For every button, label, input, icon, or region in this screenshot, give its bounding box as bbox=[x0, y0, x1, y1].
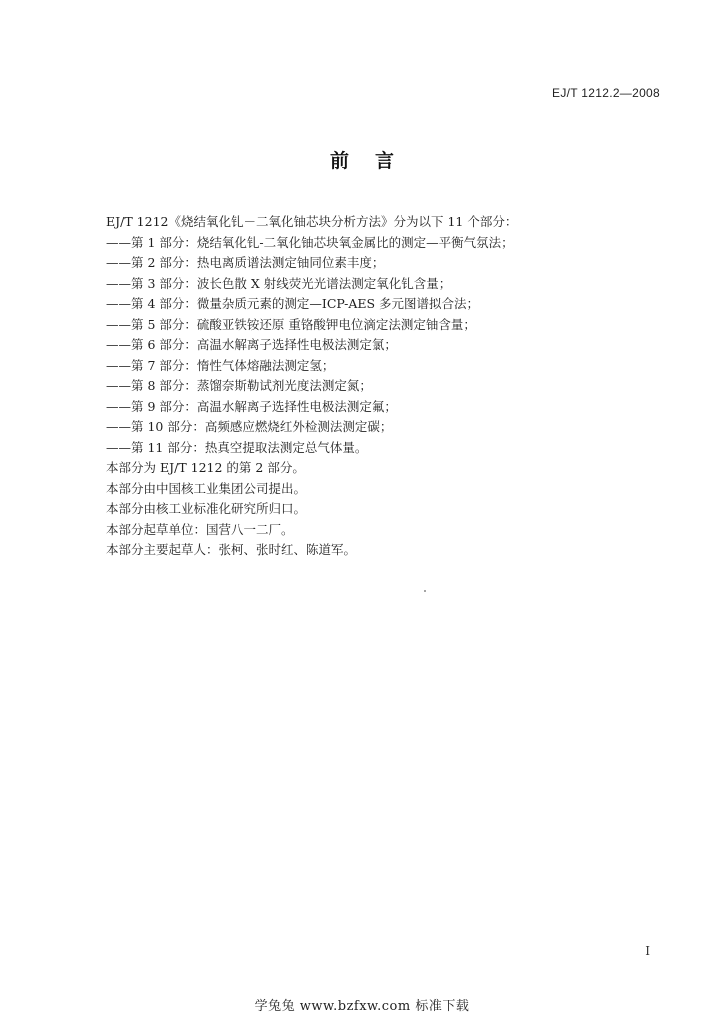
part-item: ——第 1 部分：烧结氧化钆-二氧化铀芯块氧金属比的测定—平衡气氛法； bbox=[106, 234, 514, 250]
part-item: ——第 2 部分：热电离质谱法测定铀同位素丰度； bbox=[106, 255, 385, 270]
part-item: ——第 4 部分：微量杂质元素的测定—ICP-AES 多元图谱拟合法； bbox=[106, 296, 480, 311]
part-item: ——第 5 部分：硫酸亚铁铵还原 重铬酸钾电位滴定法测定铀含量； bbox=[106, 316, 476, 332]
footer-watermark: 学兔兔 www.bzfxw.com 标准下载 bbox=[254, 999, 470, 1014]
standard-code: EJ/T 1212.2—2008 bbox=[552, 86, 660, 100]
part-item: ——第 8 部分：蒸馏奈斯勒试剂光度法测定氮； bbox=[106, 378, 372, 393]
paragraph-part-statement: 本部分为 EJ/T 1212 的第 2 部分。 bbox=[106, 460, 305, 475]
paragraph-drafting-unit: 本部分起草单位：国营八一二厂。 bbox=[106, 521, 294, 537]
page-title: 前言 bbox=[329, 150, 420, 172]
foreword-body bbox=[106, 212, 666, 561]
paragraph-proposer: 本部分由中国核工业集团公司提出。 bbox=[106, 480, 307, 496]
paragraph-administrator: 本部分由核工业标准化研究所归口。 bbox=[106, 501, 307, 516]
part-item: ——第 9 部分：高温水解离子选择性电极法测定氟； bbox=[106, 398, 397, 414]
part-item: ——第 11 部分：热真空提取法测定总气体量。 bbox=[106, 439, 368, 455]
part-item: ——第 6 部分：高温水解离子选择性电极法测定氯； bbox=[106, 337, 397, 352]
paragraph-intro: EJ/T 1212《烧结氧化钆－二氧化铀芯块分析方法》分为以下 11 个部分： bbox=[106, 214, 518, 229]
part-item: ——第 10 部分：高频感应燃烧红外检测法测定碳； bbox=[106, 419, 393, 434]
part-item: ——第 3 部分：波长色散 X 射线荧光光谱法测定氧化钆含量； bbox=[106, 275, 452, 291]
scan-speck bbox=[424, 590, 426, 592]
paragraph-drafters: 本部分主要起草人：张柯、张时红、陈道军。 bbox=[106, 542, 357, 557]
part-item: ——第 7 部分：惰性气体熔融法测定氢； bbox=[106, 357, 335, 373]
page-number: I bbox=[645, 944, 650, 958]
